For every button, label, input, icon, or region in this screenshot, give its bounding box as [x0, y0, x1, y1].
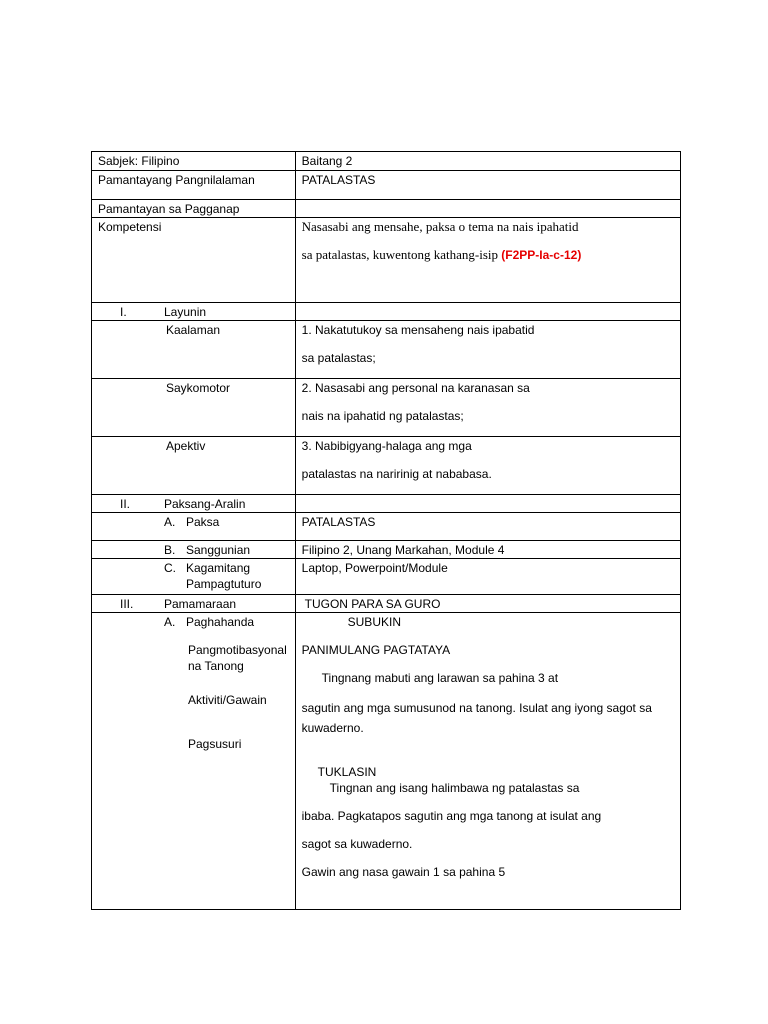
sanggunian-label-text: Sanggunian: [186, 543, 251, 557]
table-row: [92, 379, 681, 437]
tuklasin-line-1: Tingnan ang isang halimbawa ng patalastas sa: [329, 781, 580, 795]
kompetensi-line-2-text: sa patalastas, kuwentong kathang-isip: [301, 247, 499, 262]
layunin-value: [295, 303, 680, 321]
section-number: III.: [120, 597, 134, 611]
table-row: [92, 495, 681, 513]
kaalaman-label-text: Kaalaman: [166, 323, 221, 337]
apektiv-line-2: patalastas na naririnig at nababasa.: [301, 467, 492, 481]
kagamitan-value: Laptop, Powerpoint/Module: [295, 559, 680, 595]
gawain-line: Gawin ang nasa gawain 1 sa pahina 5: [301, 865, 506, 879]
kagamitan-label-text: Kagamitang Pampagtuturo: [186, 561, 262, 591]
table-row: [92, 200, 681, 218]
table-row: [92, 171, 681, 200]
saykomotor-value: [295, 379, 680, 437]
pamantayang-pangnilalaman-label: Pamantayang Pangnilalaman: [92, 171, 296, 200]
instruction-line-2: sagutin ang mga sumusunod na tanong. Isulat ang iyong sagot sa kuwaderno.: [301, 701, 652, 735]
subukin-heading: SUBUKIN: [347, 615, 401, 629]
sub-letter: A.: [164, 515, 176, 529]
kaalaman-label: [92, 321, 296, 379]
section-label: Pamamaraan: [164, 597, 237, 611]
table-row: [92, 437, 681, 495]
section-number: II.: [120, 497, 131, 511]
table-row: [92, 613, 681, 910]
pamamaraan-value: [295, 595, 680, 613]
baitang-value: Baitang 2: [295, 152, 680, 171]
lesson-plan-table: [91, 151, 681, 910]
saykomotor-line-1: 2. Nasasabi ang personal na karanasan sa: [301, 381, 530, 395]
layunin-label: [92, 303, 296, 321]
tuklasin-line-3: sagot sa kuwaderno.: [301, 837, 413, 851]
paghahanda-label-text: Paghahanda: [186, 615, 255, 629]
kagamitan-label: [92, 559, 296, 595]
kaalaman-value: [295, 321, 680, 379]
tuklasin-line-2: ibaba. Pagkatapos sagutin ang mga tanong at isulat ang: [301, 809, 602, 823]
sub-letter: C.: [164, 561, 176, 575]
table-row: [92, 321, 681, 379]
apektiv-label: [92, 437, 296, 495]
pangmotibasyonal-label: Pangmotibasyonal na Tanong: [188, 643, 287, 673]
paksa-value: PATALASTAS: [295, 513, 680, 541]
kompetensi-line-2: [302, 247, 674, 263]
table-row: [92, 595, 681, 613]
paksang-aralin-label: [92, 495, 296, 513]
aktiviti-gawain-label: Aktiviti/Gawain: [188, 693, 267, 707]
paksang-aralin-value: [295, 495, 680, 513]
saykomotor-line-2: nais na ipahatid ng patalastas;: [301, 409, 464, 423]
paghahanda-value: [295, 613, 680, 910]
kompetensi-line-1: Nasasabi ang mensahe, paksa o tema na nais ipahatid: [301, 219, 579, 234]
apektiv-line-1: 3. Nabibigyang-halaga ang mga: [301, 439, 472, 453]
section-label: Paksang-Aralin: [164, 497, 246, 511]
sabjek-label: Sabjek: Filipino: [92, 152, 296, 171]
panimulang-pagtataya-heading: PANIMULANG PAGTATAYA: [301, 643, 451, 657]
sub-letter: A.: [164, 615, 176, 629]
table-row: [92, 303, 681, 321]
section-number: I.: [120, 305, 127, 319]
paksa-label-text: Paksa: [186, 515, 220, 529]
tugon-para-sa-guro: TUGON PARA SA GURO: [304, 597, 441, 611]
apektiv-value: [295, 437, 680, 495]
pamantayan-sa-pagganap-value: [295, 200, 680, 218]
tuklasin-heading: TUKLASIN: [317, 765, 377, 779]
table-row: [92, 218, 681, 303]
kompetensi-label: Kompetensi: [92, 218, 296, 303]
sub-letter: B.: [164, 543, 176, 557]
table-row: [92, 152, 681, 171]
pagsusuri-label: Pagsusuri: [188, 737, 242, 751]
saykomotor-label-text: Saykomotor: [166, 381, 231, 395]
table-row: [92, 559, 681, 595]
sanggunian-label: [92, 541, 296, 559]
table-row: [92, 513, 681, 541]
saykomotor-label: [92, 379, 296, 437]
table-row: [92, 541, 681, 559]
kompetensi-value: [295, 218, 680, 303]
apektiv-label-text: Apektiv: [166, 439, 206, 453]
paksa-label: [92, 513, 296, 541]
paghahanda-label: [92, 613, 296, 910]
competency-code: (F2PP-Ia-c-12): [501, 248, 582, 262]
kaalaman-line-1: 1. Nakatutukoy sa mensaheng nais ipabatid: [301, 323, 535, 337]
section-label: Layunin: [164, 305, 207, 319]
sanggunian-value: Filipino 2, Unang Markahan, Module 4: [295, 541, 680, 559]
pamantayan-sa-pagganap-label: Pamantayan sa Pagganap: [92, 200, 296, 218]
instruction-line-1: Tingnang mabuti ang larawan sa pahina 3 at: [321, 671, 559, 685]
kaalaman-line-2: sa patalastas;: [301, 351, 376, 365]
pamamaraan-label: [92, 595, 296, 613]
pamantayang-pangnilalaman-value: PATALASTAS: [295, 171, 680, 200]
